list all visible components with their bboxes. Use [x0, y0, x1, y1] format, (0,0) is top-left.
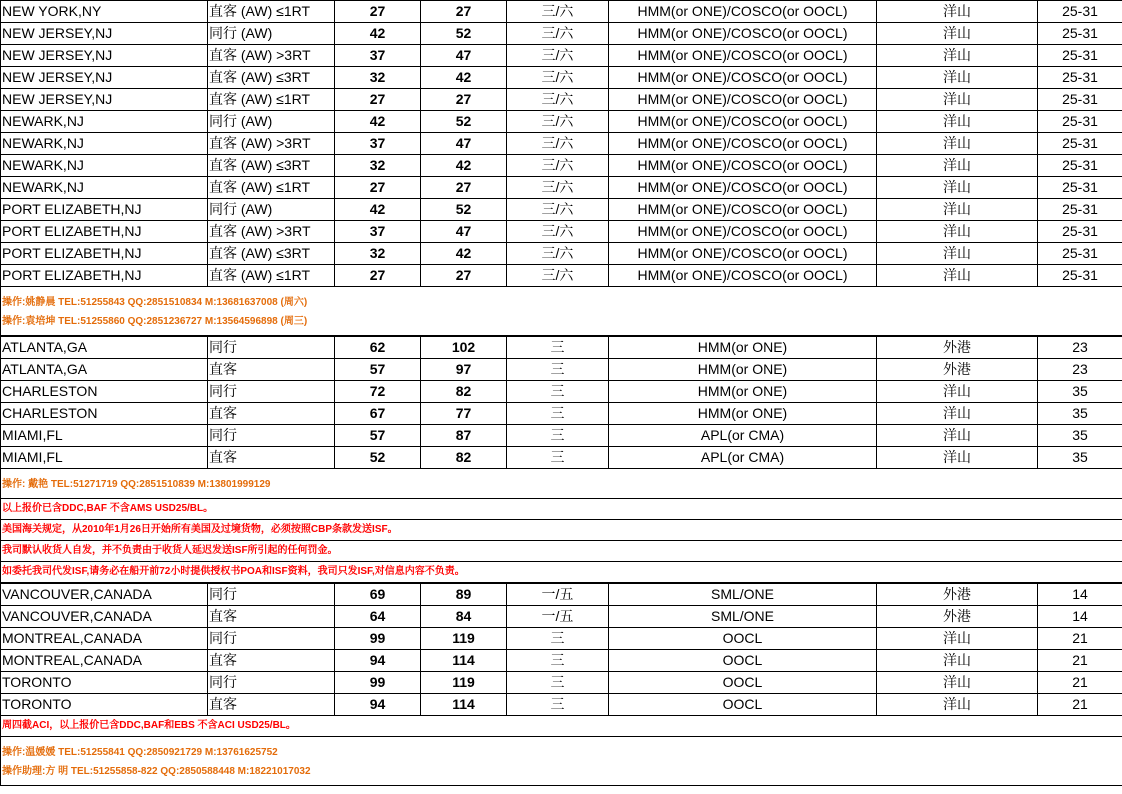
port-cell: 洋山	[877, 403, 1038, 425]
table-row	[1, 694, 1122, 716]
sailing-day-cell: 三/六	[507, 111, 609, 133]
transit-time-cell: 23	[1038, 336, 1122, 359]
rate-a-cell: 32	[335, 155, 421, 177]
rate-table-body	[1, 1, 1122, 786]
carrier-cell: APL(or CMA)	[609, 425, 877, 447]
destination-cell: MONTREAL,CANADA	[1, 628, 208, 650]
destination-cell: NEWARK,NJ	[1, 155, 208, 177]
carrier-cell: HMM(or ONE)/COSCO(or OOCL)	[609, 23, 877, 45]
rate-a-cell: 99	[335, 628, 421, 650]
customer-type-cell: 同行	[208, 381, 335, 403]
customer-type-cell: 直客 (AW) ≤1RT	[208, 1, 335, 23]
destination-cell: NEWARK,NJ	[1, 111, 208, 133]
transit-time-cell: 25-31	[1038, 155, 1122, 177]
contact-row	[1, 737, 1122, 763]
destination-cell: VANCOUVER,CANADA	[1, 606, 208, 628]
table-row	[1, 199, 1122, 221]
carrier-cell: HMM(or ONE)/COSCO(or OOCL)	[609, 221, 877, 243]
remark-row	[1, 562, 1122, 584]
transit-time-cell: 35	[1038, 381, 1122, 403]
remark-row	[1, 520, 1122, 541]
carrier-cell: HMM(or ONE)/COSCO(or OOCL)	[609, 177, 877, 199]
destination-cell: NEW JERSEY,NJ	[1, 45, 208, 67]
carrier-cell: SML/ONE	[609, 583, 877, 606]
destination-cell: PORT ELIZABETH,NJ	[1, 199, 208, 221]
carrier-cell: HMM(or ONE)/COSCO(or OOCL)	[609, 243, 877, 265]
rate-b-cell: 27	[421, 89, 507, 111]
carrier-cell: HMM(or ONE)/COSCO(or OOCL)	[609, 133, 877, 155]
customer-type-cell: 直客	[208, 606, 335, 628]
sailing-day-cell: 三	[507, 650, 609, 672]
rate-a-cell: 52	[335, 447, 421, 469]
port-cell: 洋山	[877, 89, 1038, 111]
transit-time-cell: 25-31	[1038, 243, 1122, 265]
sailing-day-cell: 三/六	[507, 133, 609, 155]
contact-text: 操作: 戴艳 TEL:51271719 QQ:2851510839 M:13801999129	[1, 469, 1122, 499]
customer-type-cell: 直客	[208, 447, 335, 469]
port-cell: 洋山	[877, 381, 1038, 403]
rate-b-cell: 119	[421, 672, 507, 694]
carrier-cell: OOCL	[609, 672, 877, 694]
transit-time-cell: 21	[1038, 672, 1122, 694]
rate-b-cell: 119	[421, 628, 507, 650]
transit-time-cell: 21	[1038, 694, 1122, 716]
rate-b-cell: 52	[421, 111, 507, 133]
customer-type-cell: 直客	[208, 694, 335, 716]
rate-b-cell: 97	[421, 359, 507, 381]
sailing-day-cell: 三/六	[507, 265, 609, 287]
table-row	[1, 221, 1122, 243]
rate-a-cell: 37	[335, 221, 421, 243]
transit-time-cell: 25-31	[1038, 89, 1122, 111]
port-cell: 外港	[877, 336, 1038, 359]
rate-b-cell: 27	[421, 1, 507, 23]
destination-cell: CHARLESTON	[1, 381, 208, 403]
port-cell: 洋山	[877, 177, 1038, 199]
sailing-day-cell: 三	[507, 672, 609, 694]
rate-a-cell: 32	[335, 243, 421, 265]
destination-cell: TORONTO	[1, 672, 208, 694]
rate-b-cell: 42	[421, 155, 507, 177]
table-row	[1, 155, 1122, 177]
table-row	[1, 403, 1122, 425]
sailing-day-cell: 三	[507, 628, 609, 650]
carrier-cell: HMM(or ONE)	[609, 403, 877, 425]
rate-a-cell: 37	[335, 45, 421, 67]
carrier-cell: HMM(or ONE)/COSCO(or OOCL)	[609, 45, 877, 67]
table-row	[1, 583, 1122, 606]
sailing-day-cell: 一/五	[507, 583, 609, 606]
sailing-day-cell: 三/六	[507, 67, 609, 89]
table-row	[1, 111, 1122, 133]
sailing-day-cell: 三/六	[507, 1, 609, 23]
table-row	[1, 650, 1122, 672]
sailing-day-cell: 三	[507, 381, 609, 403]
customer-type-cell: 直客 (AW) ≤1RT	[208, 89, 335, 111]
table-row	[1, 672, 1122, 694]
table-row	[1, 381, 1122, 403]
carrier-cell: HMM(or ONE)/COSCO(or OOCL)	[609, 111, 877, 133]
customer-type-cell: 同行	[208, 425, 335, 447]
table-row	[1, 67, 1122, 89]
remark-text: 美国海关规定，从2010年1月26日开始所有美国及过境货物，必须按照CBP条款发送ISF。	[1, 520, 1122, 541]
rate-a-cell: 62	[335, 336, 421, 359]
sailing-day-cell: 三/六	[507, 199, 609, 221]
rate-a-cell: 72	[335, 381, 421, 403]
port-cell: 洋山	[877, 672, 1038, 694]
customer-type-cell: 同行 (AW)	[208, 199, 335, 221]
rate-a-cell: 42	[335, 23, 421, 45]
port-cell: 洋山	[877, 155, 1038, 177]
destination-cell: NEW JERSEY,NJ	[1, 89, 208, 111]
table-row	[1, 45, 1122, 67]
port-cell: 洋山	[877, 447, 1038, 469]
sailing-day-cell: 三	[507, 403, 609, 425]
contact-text: 操作:姚静晨 TEL:51255843 QQ:2851510834 M:13681637008 (周六)	[1, 287, 1122, 313]
sailing-day-cell: 三/六	[507, 45, 609, 67]
rate-b-cell: 52	[421, 23, 507, 45]
carrier-cell: HMM(or ONE)/COSCO(or OOCL)	[609, 67, 877, 89]
remark-text: 我司默认收货人自发，并不负责由于收货人延迟发送ISF所引起的任何罚金。	[1, 541, 1122, 562]
transit-time-cell: 25-31	[1038, 177, 1122, 199]
customer-type-cell: 同行	[208, 672, 335, 694]
port-cell: 洋山	[877, 23, 1038, 45]
transit-time-cell: 35	[1038, 403, 1122, 425]
table-row	[1, 359, 1122, 381]
port-cell: 洋山	[877, 45, 1038, 67]
port-cell: 外港	[877, 359, 1038, 381]
contact-row	[1, 469, 1122, 499]
carrier-cell: HMM(or ONE)/COSCO(or OOCL)	[609, 265, 877, 287]
rate-b-cell: 52	[421, 199, 507, 221]
destination-cell: NEWARK,NJ	[1, 177, 208, 199]
port-cell: 洋山	[877, 243, 1038, 265]
rate-b-cell: 114	[421, 694, 507, 716]
contact-row	[1, 762, 1122, 786]
rate-a-cell: 64	[335, 606, 421, 628]
carrier-cell: OOCL	[609, 650, 877, 672]
sailing-day-cell: 三	[507, 336, 609, 359]
rate-a-cell: 57	[335, 359, 421, 381]
port-cell: 洋山	[877, 67, 1038, 89]
destination-cell: NEW JERSEY,NJ	[1, 67, 208, 89]
transit-time-cell: 25-31	[1038, 23, 1122, 45]
destination-cell: MONTREAL,CANADA	[1, 650, 208, 672]
carrier-cell: HMM(or ONE)/COSCO(or OOCL)	[609, 1, 877, 23]
carrier-cell: HMM(or ONE)	[609, 381, 877, 403]
remark-text: 以上报价已含DDC,BAF 不含AMS USD25/BL。	[1, 499, 1122, 520]
rate-a-cell: 67	[335, 403, 421, 425]
contact-row	[1, 312, 1122, 336]
destination-cell: PORT ELIZABETH,NJ	[1, 265, 208, 287]
customer-type-cell: 同行	[208, 336, 335, 359]
customer-type-cell: 同行	[208, 583, 335, 606]
carrier-cell: OOCL	[609, 628, 877, 650]
carrier-cell: HMM(or ONE)	[609, 359, 877, 381]
rate-a-cell: 37	[335, 133, 421, 155]
rate-a-cell: 69	[335, 583, 421, 606]
destination-cell: NEWARK,NJ	[1, 133, 208, 155]
table-row	[1, 628, 1122, 650]
destination-cell: ATLANTA,GA	[1, 336, 208, 359]
port-cell: 洋山	[877, 265, 1038, 287]
port-cell: 洋山	[877, 221, 1038, 243]
rate-b-cell: 27	[421, 177, 507, 199]
destination-cell: PORT ELIZABETH,NJ	[1, 221, 208, 243]
port-cell: 洋山	[877, 650, 1038, 672]
destination-cell: PORT ELIZABETH,NJ	[1, 243, 208, 265]
transit-time-cell: 25-31	[1038, 1, 1122, 23]
rate-a-cell: 94	[335, 650, 421, 672]
port-cell: 外港	[877, 583, 1038, 606]
transit-time-cell: 25-31	[1038, 67, 1122, 89]
destination-cell: MIAMI,FL	[1, 447, 208, 469]
carrier-cell: OOCL	[609, 694, 877, 716]
rate-b-cell: 47	[421, 133, 507, 155]
destination-cell: VANCOUVER,CANADA	[1, 583, 208, 606]
table-row	[1, 89, 1122, 111]
rate-b-cell: 27	[421, 265, 507, 287]
customer-type-cell: 直客 (AW) >3RT	[208, 133, 335, 155]
rate-b-cell: 47	[421, 45, 507, 67]
rate-a-cell: 27	[335, 265, 421, 287]
rate-b-cell: 102	[421, 336, 507, 359]
port-cell: 洋山	[877, 133, 1038, 155]
rate-b-cell: 87	[421, 425, 507, 447]
contact-text: 操作助理:方 明 TEL:51255858-822 QQ:2850588448 M:18221017032	[1, 762, 1122, 786]
port-cell: 洋山	[877, 425, 1038, 447]
sailing-day-cell: 三	[507, 694, 609, 716]
transit-time-cell: 25-31	[1038, 133, 1122, 155]
customer-type-cell: 同行 (AW)	[208, 23, 335, 45]
destination-cell: CHARLESTON	[1, 403, 208, 425]
remark-row	[1, 716, 1122, 737]
transit-time-cell: 35	[1038, 447, 1122, 469]
customer-type-cell: 同行 (AW)	[208, 111, 335, 133]
port-cell: 洋山	[877, 111, 1038, 133]
rate-a-cell: 94	[335, 694, 421, 716]
customer-type-cell: 直客 (AW) >3RT	[208, 45, 335, 67]
customer-type-cell: 直客 (AW) >3RT	[208, 221, 335, 243]
contact-text: 操作:袁培坤 TEL:51255860 QQ:2851236727 M:13564596898 (周三)	[1, 312, 1122, 336]
carrier-cell: HMM(or ONE)	[609, 336, 877, 359]
remark-text: 周四截ACI，以上报价已含DDC,BAF和EBS 不含ACI USD25/BL。	[1, 716, 1122, 737]
carrier-cell: APL(or CMA)	[609, 447, 877, 469]
transit-time-cell: 25-31	[1038, 265, 1122, 287]
destination-cell: NEW JERSEY,NJ	[1, 23, 208, 45]
rate-b-cell: 42	[421, 67, 507, 89]
port-cell: 洋山	[877, 199, 1038, 221]
destination-cell: ATLANTA,GA	[1, 359, 208, 381]
rate-a-cell: 27	[335, 1, 421, 23]
port-cell: 洋山	[877, 694, 1038, 716]
rate-a-cell: 42	[335, 199, 421, 221]
table-row	[1, 265, 1122, 287]
port-cell: 洋山	[877, 628, 1038, 650]
carrier-cell: HMM(or ONE)/COSCO(or OOCL)	[609, 89, 877, 111]
remark-text: 如委托我司代发ISF,请务必在船开前72小时提供授权书POA和ISF资料，我司只发ISF,对信息内容不负责。	[1, 562, 1122, 584]
rate-b-cell: 89	[421, 583, 507, 606]
rate-a-cell: 27	[335, 89, 421, 111]
customer-type-cell: 直客	[208, 403, 335, 425]
port-cell: 外港	[877, 606, 1038, 628]
table-row	[1, 133, 1122, 155]
table-row	[1, 447, 1122, 469]
table-row	[1, 23, 1122, 45]
customer-type-cell: 直客 (AW) ≤3RT	[208, 67, 335, 89]
table-row	[1, 336, 1122, 359]
sailing-day-cell: 三/六	[507, 221, 609, 243]
sailing-day-cell: 三/六	[507, 89, 609, 111]
rate-b-cell: 77	[421, 403, 507, 425]
sailing-day-cell: 三	[507, 447, 609, 469]
transit-time-cell: 21	[1038, 650, 1122, 672]
transit-time-cell: 23	[1038, 359, 1122, 381]
remark-row	[1, 499, 1122, 520]
customer-type-cell: 直客 (AW) ≤1RT	[208, 265, 335, 287]
customer-type-cell: 直客 (AW) ≤1RT	[208, 177, 335, 199]
transit-time-cell: 14	[1038, 583, 1122, 606]
port-cell: 洋山	[877, 1, 1038, 23]
remark-row	[1, 541, 1122, 562]
rate-b-cell: 42	[421, 243, 507, 265]
sailing-day-cell: 三	[507, 359, 609, 381]
table-row	[1, 606, 1122, 628]
sailing-day-cell: 三/六	[507, 177, 609, 199]
sailing-day-cell: 三/六	[507, 155, 609, 177]
contact-text: 操作:温媛媛 TEL:51255841 QQ:2850921729 M:13761625752	[1, 737, 1122, 763]
carrier-cell: HMM(or ONE)/COSCO(or OOCL)	[609, 155, 877, 177]
destination-cell: NEW YORK,NY	[1, 1, 208, 23]
rate-a-cell: 57	[335, 425, 421, 447]
rate-b-cell: 84	[421, 606, 507, 628]
transit-time-cell: 25-31	[1038, 221, 1122, 243]
rate-a-cell: 42	[335, 111, 421, 133]
customer-type-cell: 直客	[208, 359, 335, 381]
table-row	[1, 243, 1122, 265]
rate-b-cell: 82	[421, 381, 507, 403]
destination-cell: TORONTO	[1, 694, 208, 716]
customer-type-cell: 直客 (AW) ≤3RT	[208, 243, 335, 265]
table-row	[1, 177, 1122, 199]
transit-time-cell: 25-31	[1038, 111, 1122, 133]
rate-b-cell: 114	[421, 650, 507, 672]
rate-a-cell: 99	[335, 672, 421, 694]
customer-type-cell: 直客 (AW) ≤3RT	[208, 155, 335, 177]
sailing-day-cell: 一/五	[507, 606, 609, 628]
transit-time-cell: 21	[1038, 628, 1122, 650]
rate-b-cell: 47	[421, 221, 507, 243]
rate-a-cell: 27	[335, 177, 421, 199]
rate-b-cell: 82	[421, 447, 507, 469]
carrier-cell: SML/ONE	[609, 606, 877, 628]
destination-cell: MIAMI,FL	[1, 425, 208, 447]
table-row	[1, 425, 1122, 447]
rate-a-cell: 32	[335, 67, 421, 89]
customer-type-cell: 直客	[208, 650, 335, 672]
transit-time-cell: 35	[1038, 425, 1122, 447]
transit-time-cell: 25-31	[1038, 45, 1122, 67]
table-row	[1, 1, 1122, 23]
carrier-cell: HMM(or ONE)/COSCO(or OOCL)	[609, 199, 877, 221]
transit-time-cell: 14	[1038, 606, 1122, 628]
sailing-day-cell: 三	[507, 425, 609, 447]
sailing-day-cell: 三/六	[507, 23, 609, 45]
contact-row	[1, 287, 1122, 313]
customer-type-cell: 同行	[208, 628, 335, 650]
transit-time-cell: 25-31	[1038, 199, 1122, 221]
sailing-day-cell: 三/六	[507, 243, 609, 265]
